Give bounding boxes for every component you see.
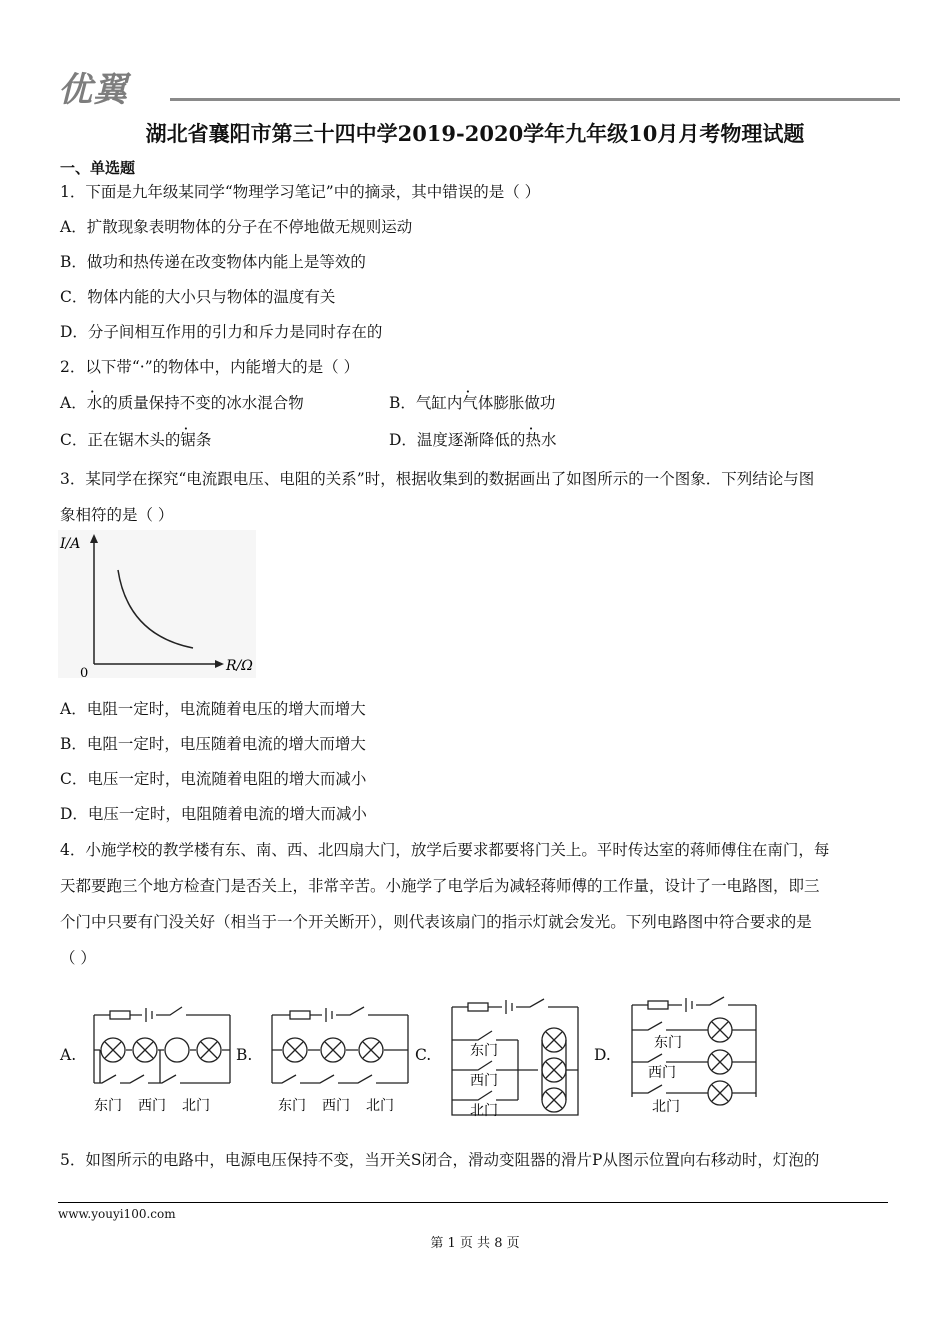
q1-option-d: D．分子间相互作用的引力和斥力是同时存在的 — [60, 323, 383, 341]
q2-option-a — [60, 391, 304, 413]
lamp — [165, 1038, 189, 1062]
door-west: 西门 — [322, 1098, 350, 1114]
door-north: 北门 — [652, 1099, 680, 1115]
q4-stem-line2: 天都要跑三个地方检查门是否关上，非常辛苦。小施学了电学后为减轻蒋师傅的工作量，设计了一电路图，即三 — [60, 877, 820, 895]
q3-stem-line1: 3．某同学在探究“电流跟电压、电阻的关系”时，根据收集到的数据画出了如图所示的一个图象．下列结论与图 — [60, 470, 815, 488]
q2-a-suffix: 的质量保持不变的冰水混合物 — [102, 394, 304, 412]
q3-graph — [58, 530, 258, 680]
q2-a-dotted: 水 — [86, 394, 103, 412]
q2-a-prefix: A． — [60, 394, 87, 412]
q4-stem-line4: （ ） — [60, 949, 96, 967]
q2-stem: 2．以下带“·”的物体中，内能增大的是（ ） — [60, 358, 360, 376]
q4-option-a-label: A. — [60, 1046, 77, 1064]
door-east: 东门 — [654, 1035, 682, 1051]
q2-c-dotted: 锯条 — [180, 431, 212, 449]
q3-option-a: A．电阻一定时，电流随着电压的增大而增大 — [60, 700, 366, 718]
origin-label: 0 — [80, 666, 89, 680]
q1-stem: 1．下面是九年级某同学“物理学习笔记”中的摘录，其中错误的是（ ） — [60, 183, 541, 201]
q2-option-b — [389, 391, 555, 413]
q2-option-c — [60, 428, 211, 450]
x-axis-label: R/Ω — [226, 658, 253, 674]
circuit-a — [90, 995, 240, 1120]
q2-d-dotted: 热水 — [525, 431, 557, 449]
q4-stem-line3: 个门中只要有门没关好（相当于一个开关断开），则代表该扇门的指示灯就会发光。下列电路图中符合要求的是 — [60, 913, 812, 931]
door-east: 东门 — [94, 1098, 122, 1114]
door-east: 东门 — [278, 1098, 306, 1114]
q2-c-prefix: C．正在锯木头的 — [60, 431, 181, 449]
q3-option-b: B．电阻一定时，电压随着电流的增大而增大 — [60, 735, 366, 753]
door-west: 西门 — [470, 1073, 498, 1089]
resistor — [468, 1003, 488, 1011]
section-heading: 一、单选题 — [60, 159, 136, 177]
q4-stem-line1: 4．小施学校的教学楼有东、南、西、北四扇大门，放学后要求都要将门关上。平时传达室的蒋师傅住在南门，每 — [60, 841, 830, 859]
circuit-d — [628, 995, 768, 1120]
footer-divider — [58, 1202, 888, 1203]
q3-option-d: D．电压一定时，电阻随着电流的增大而减小 — [60, 805, 367, 823]
q4-option-b-label: B. — [236, 1046, 253, 1064]
graph-background — [58, 530, 256, 678]
page-title: 湖北省襄阳市第三十四中学2019-2020学年九年级10月月考物理试题 — [145, 121, 805, 146]
q1-option-c: C．物体内能的大小只与物体的温度有关 — [60, 288, 336, 306]
door-north: 北门 — [366, 1098, 394, 1114]
q2-b-dotted: 气体 — [462, 394, 494, 412]
footer-url: www.youyi100.com — [58, 1207, 176, 1221]
y-axis-label: I/A — [60, 536, 81, 552]
q1-option-a: A．扩散现象表明物体的分子在不停地做无规则运动 — [60, 218, 413, 236]
q5-stem: 5．如图所示的电路中，电源电压保持不变，当开关S闭合，滑动变阻器的滑片P从图示位置向右移动时，灯泡的 — [60, 1151, 820, 1169]
q4-option-c-label: C. — [415, 1046, 432, 1064]
q2-d-prefix: D．温度逐渐降低的 — [389, 431, 526, 449]
logo: 优翼 — [58, 70, 128, 110]
circuit-c — [448, 995, 588, 1120]
door-east: 东门 — [470, 1043, 498, 1059]
q1-option-b: B．做功和热传递在改变物体内能上是等效的 — [60, 253, 366, 271]
door-west: 西门 — [648, 1065, 676, 1081]
page-number: 第 1 页 共 8 页 — [430, 1236, 520, 1251]
q3-stem-line2: 象相符的是（ ） — [60, 506, 174, 524]
q2-b-prefix: B．气缸内 — [389, 394, 463, 412]
q2-b-suffix: 膨胀做功 — [493, 394, 556, 412]
door-north: 北门 — [470, 1103, 498, 1119]
q2-option-d — [389, 428, 556, 450]
door-west: 西门 — [138, 1098, 166, 1114]
resistor — [648, 1001, 668, 1009]
resistor — [110, 1011, 130, 1019]
q3-option-c: C．电压一定时，电流随着电阻的增大而减小 — [60, 770, 367, 788]
q4-option-d-label: D. — [594, 1046, 611, 1064]
circuit-b — [268, 995, 418, 1120]
door-north: 北门 — [182, 1098, 210, 1114]
header-divider — [170, 98, 900, 101]
resistor — [290, 1011, 310, 1019]
